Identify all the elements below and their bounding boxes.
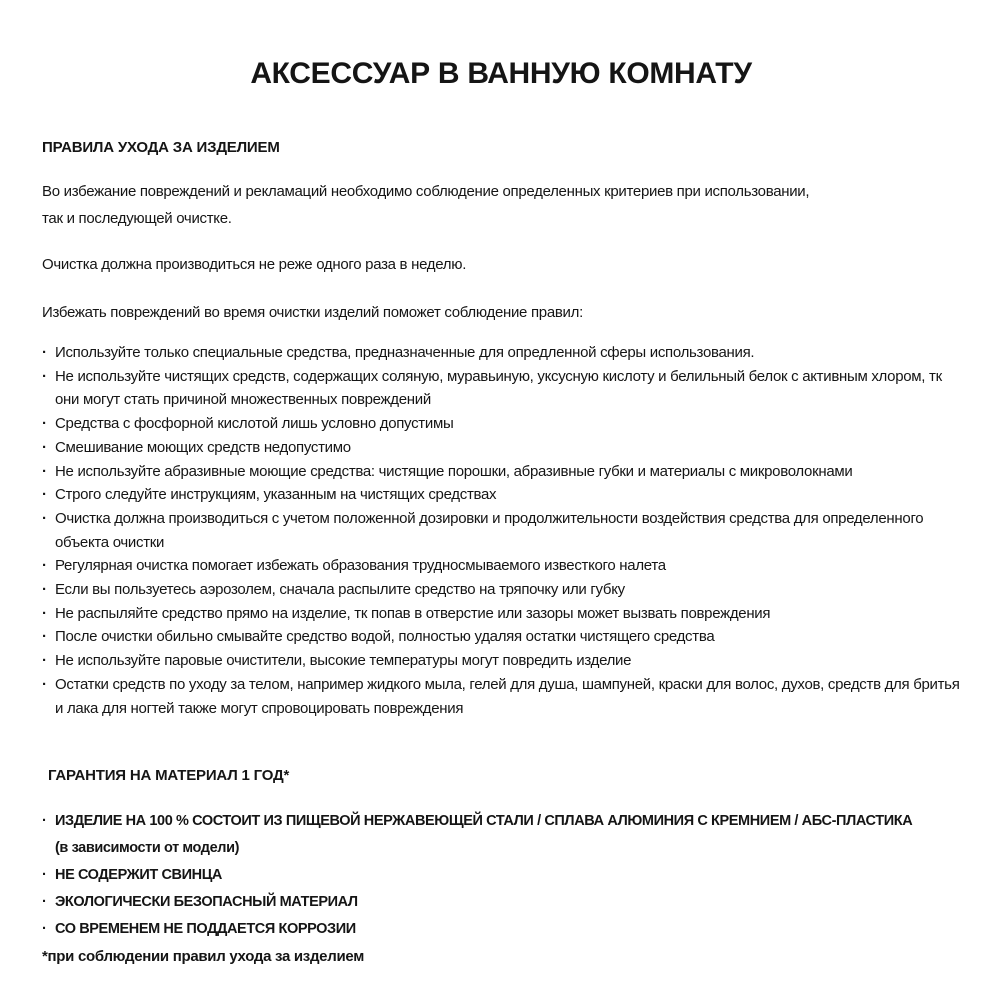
bullet-icon: · [42,628,47,646]
page-title: АКСЕССУАР В ВАННУЮ КОМНАТУ [250,57,752,90]
care-rule-text: Остатки средств по уходу за телом, например жидкого мыла, гелей для душа, шампуней, краски для волос, духов, средств для бритья и лака для ногтей также могут спровоцировать повреждения [55,675,960,717]
care-rule-text: Регулярная очистка помогает избежать образования трудносмываемого известкого налета [55,557,666,575]
care-rule-text: Если вы пользуетесь аэрозолем, сначала распылите средство на тряпочку или губку [55,581,625,599]
bullet-icon: · [42,509,47,527]
intro-paragraph-1-line-1: Во избежание повреждений и рекламаций необходимо соблюдение определенных критериев при использовании, [42,183,810,200]
warranty-footnote: *при соблюдении правил ухода за изделием [42,948,365,966]
warranty-heading: ГАРАНТИЯ НА МАТЕРИАЛ 1 ГОД* [48,767,290,785]
care-rule-text: Используйте только специальные средства, предназначенные для опредленной сферы использования. [55,344,755,361]
bullet-icon: · [42,813,47,830]
warranty-item-text: ЭКОЛОГИЧЕСКИ БЕЗОПАСНЫЙ МАТЕРИАЛ [55,894,358,911]
care-rule-item [42,625,960,649]
bullet-icon: · [42,867,47,884]
care-rule-item [42,483,960,507]
warranty-model-note: (в зависимости от модели) [55,840,240,857]
bullet-icon: · [42,415,47,433]
care-rule-text: Не используйте абразивные моющие средства: чистящие порошки, абразивные губки и материалы с микроволокнами [55,462,853,480]
warranty-section [42,766,960,970]
care-rule-item [42,602,960,626]
intro-paragraph-2: Очистка должна производиться не реже одного раза в неделю. [42,256,467,273]
warranty-list [42,808,960,943]
care-rule-text: Не используйте паровые очистители, высокие температуры могут повредить изделие [55,652,632,670]
bullet-icon: · [42,604,47,622]
intro-paragraph-1 [42,178,960,232]
care-rule-text: Строго следуйте инструкциям, указанным на чистящих средствах [55,486,497,504]
care-rule-text: Не распыляйте средство прямо на изделие, тк попав в отверстие или зазоры может вызвать повреждения [55,604,771,622]
bullet-icon: · [42,462,47,480]
care-rule-item [42,554,960,578]
warranty-item [42,808,960,862]
care-rule-item [42,412,960,436]
bullet-icon: · [42,894,47,911]
care-rule-item [42,341,960,365]
care-rule-text: Средства с фосфорной кислотой лишь условно допустимы [55,415,454,433]
bullet-icon: · [42,486,47,504]
care-rule-text: Не используйте чистящих средств, содержащих соляную, муравьиную, уксусную кислоту и белильный белок с активным хлором, тк они могут стать причиной множественных повреждений [55,367,942,409]
intro-paragraph-1-line-2: так и последующей очистке. [42,210,232,227]
bullet-icon: · [42,367,47,385]
care-rule-item [42,436,960,460]
care-rules-list [42,341,960,720]
warranty-item-text: НЕ СОДЕРЖИТ СВИНЦА [55,867,222,884]
care-rule-item [42,507,960,554]
bullet-icon: · [42,581,47,599]
care-rule-text: Очистка должна производиться с учетом положенной дозировки и продолжительности воздействия средства для определенного объекта очистки [55,509,924,551]
bullet-icon: · [42,921,47,938]
warranty-item [42,916,960,943]
bullet-icon: · [42,652,47,670]
care-rule-item [42,460,960,484]
bullet-icon: · [42,344,47,361]
care-rule-item [42,578,960,602]
care-rule-text: После очистки обильно смывайте средство водой, полностью удаляя остатки чистящего средства [55,628,715,646]
care-rule-item [42,649,960,673]
care-rule-item [42,673,960,720]
care-rule-item [42,365,960,412]
care-rule-text: Смешивание моющих средств недопустимо [55,438,351,456]
bullet-icon: · [42,675,47,693]
warranty-item-text: ИЗДЕЛИЕ НА 100 % СОСТОИТ ИЗ ПИЩЕВОЙ НЕРЖАВЕЮЩЕЙ СТАЛИ / СПЛАВА АЛЮМИНИЯ С КРЕМНИЕМ / АБС-ПЛАСТИКА [55,813,913,830]
warranty-item-text: СО ВРЕМЕНЕМ НЕ ПОДДАЕТСЯ КОРРОЗИИ [55,921,356,938]
bullet-icon: · [42,438,47,456]
bullet-icon: · [42,557,47,575]
warranty-item [42,889,960,916]
warranty-item [42,862,960,889]
intro-paragraph-3: Избежать повреждений во время очистки изделий поможет соблюдение правил: [42,304,583,321]
care-rules-heading: ПРАВИЛА УХОДА ЗА ИЗДЕЛИЕМ [42,139,280,156]
